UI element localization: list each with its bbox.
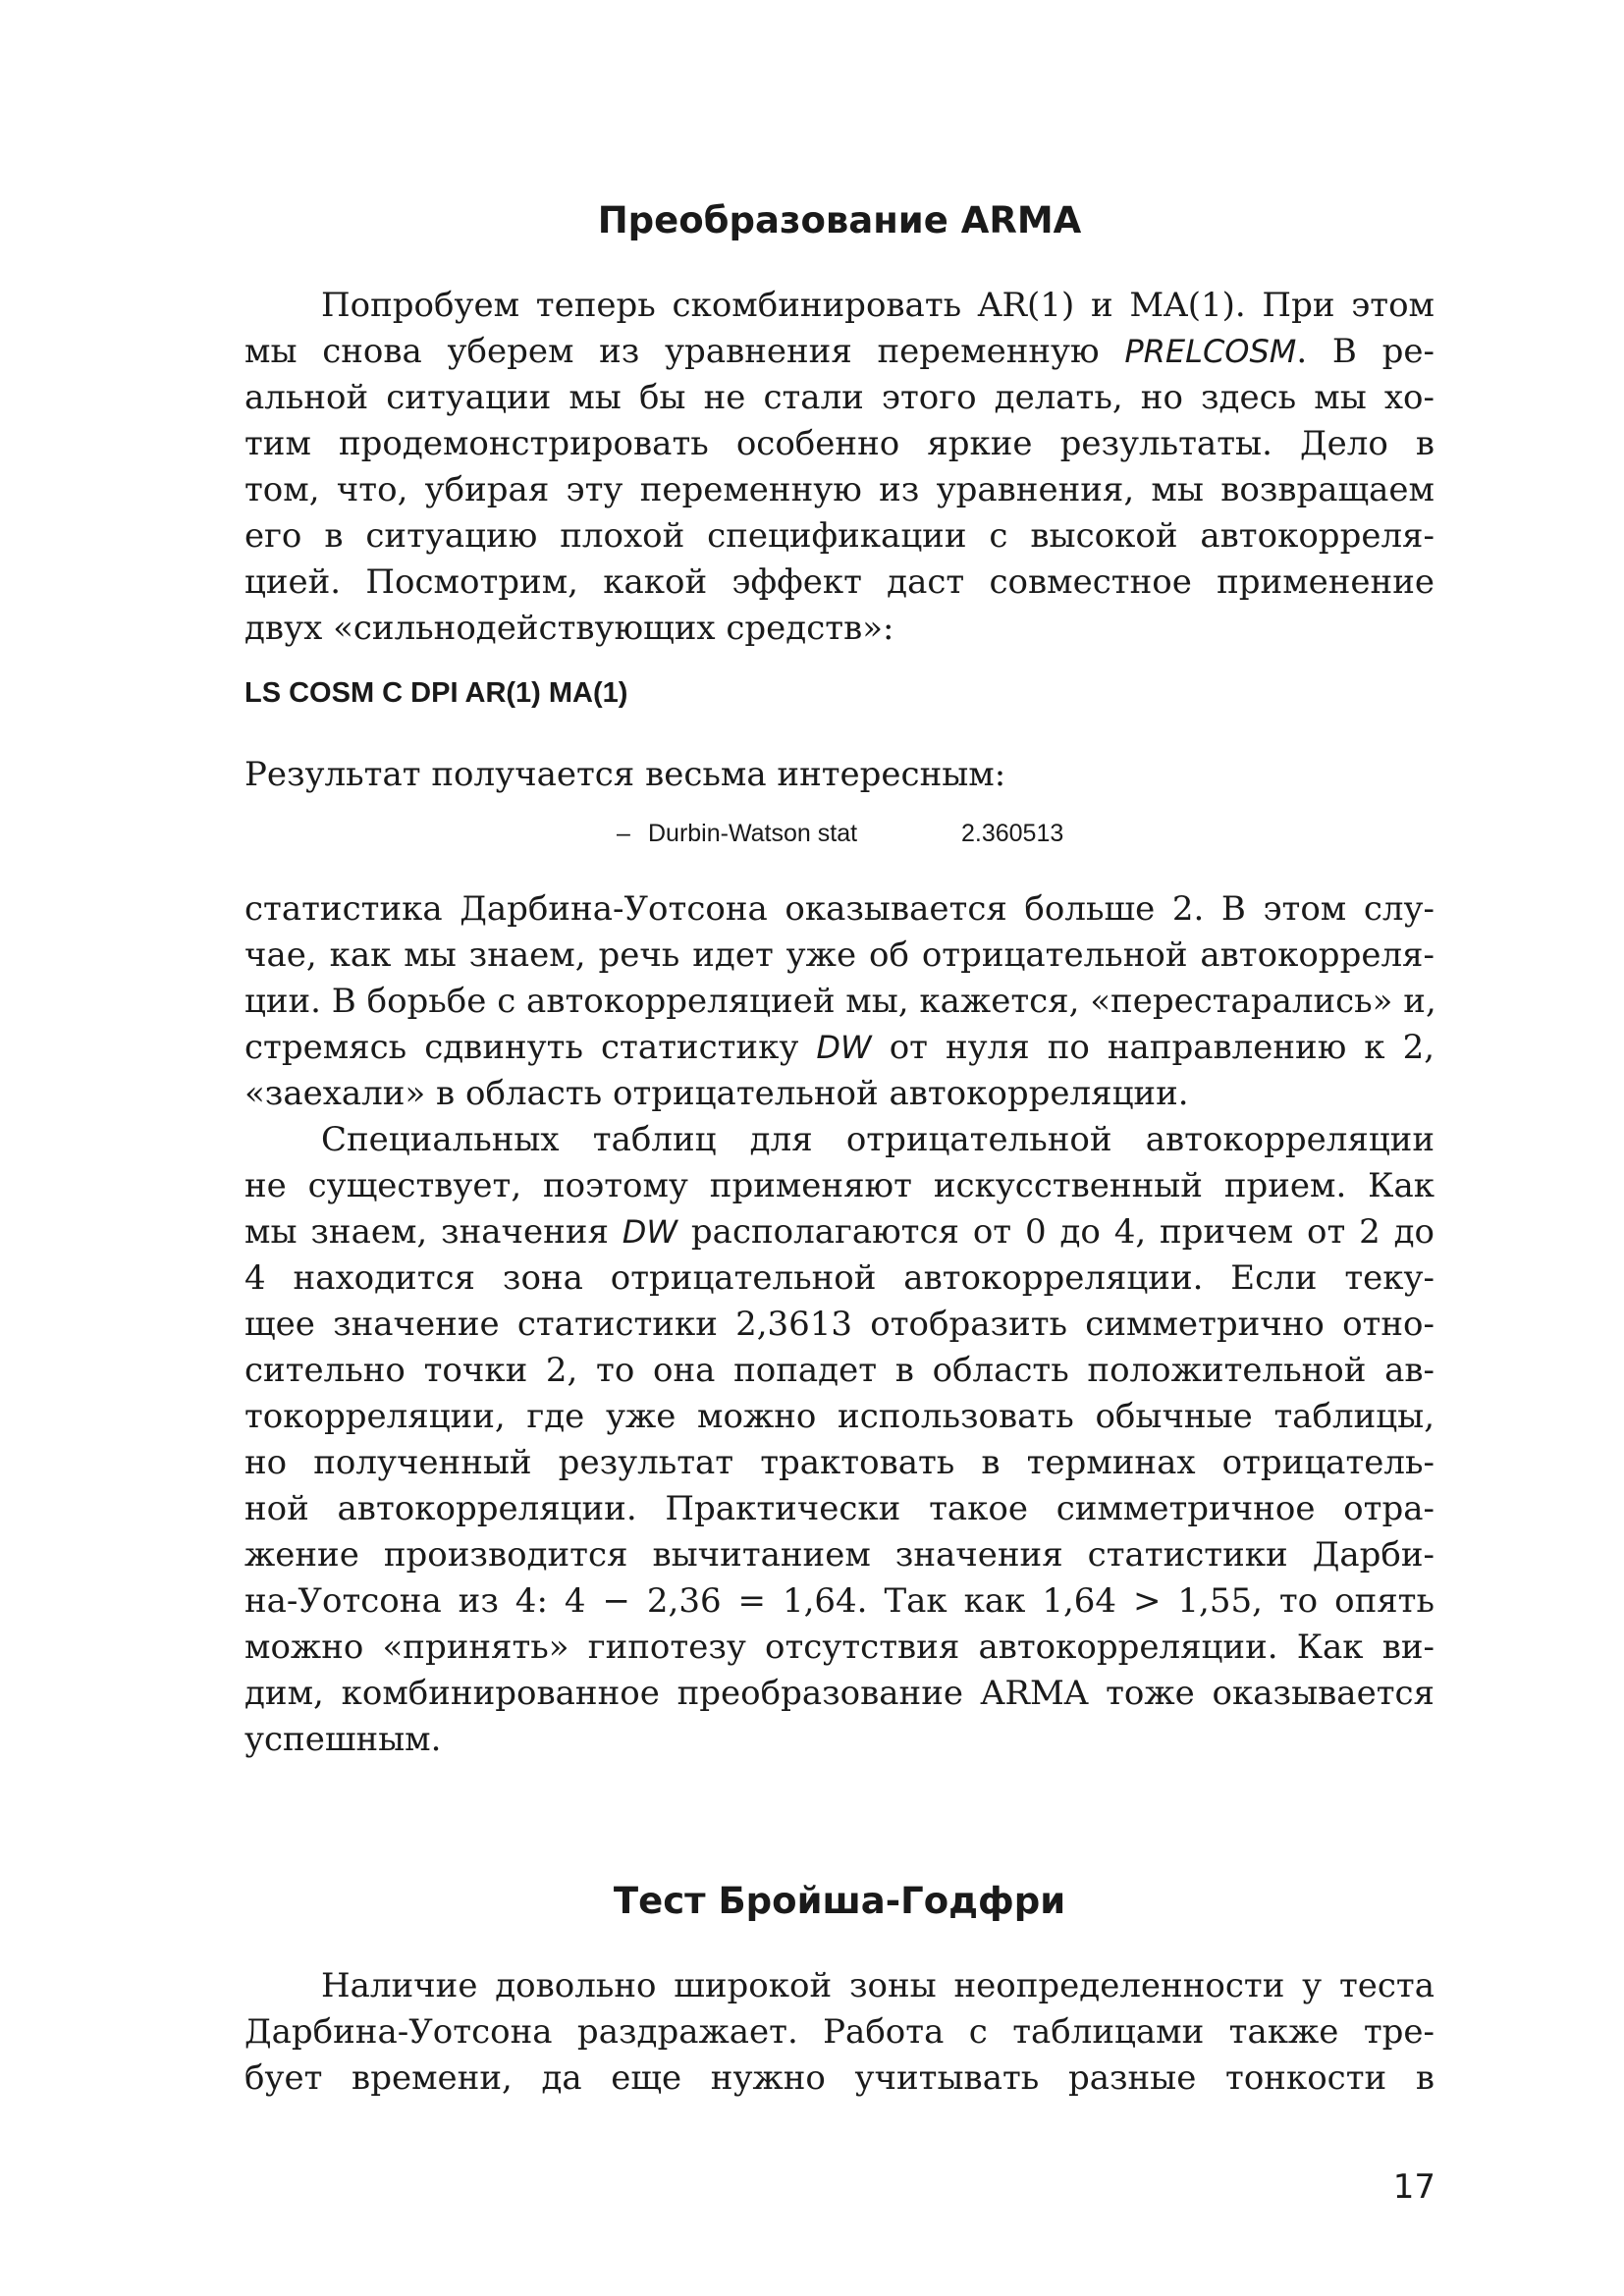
paragraph-negative-autocorrelation <box>244 1117 1435 1763</box>
text-line: но полученный результат трактовать в терминах отрицатель- <box>244 1443 1435 1482</box>
text-line: Попробуем теперь скомбинировать AR(1) и MA(1). При этом <box>321 286 1435 325</box>
command-line: LS COSM C DPI AR(1) MA(1) <box>244 677 628 709</box>
text-line: чае, как мы знаем, речь идет уже об отрицательной автокорреля- <box>244 935 1435 975</box>
text-line: сительно точки 2, то она попадет в область положительной ав- <box>244 1351 1435 1390</box>
text-line: «заехали» в область отрицательной автокорреляции. <box>244 1074 1189 1113</box>
text-line: Наличие довольно широкой зоны неопределенности у теста <box>321 1966 1435 2005</box>
paragraph-breusch-godfrey-intro <box>244 1963 1435 2102</box>
dw-dash: – <box>617 820 630 847</box>
section-title-breusch-godfrey: Тест Бройша-Годфри <box>613 1880 1066 1922</box>
text-line: можно «принять» гипотезу отсутствия автокорреляции. Как ви- <box>244 1628 1435 1667</box>
paragraph-dw-interpretation <box>244 886 1435 1117</box>
text-line: его в ситуацию плохой спецификации с высокой автокорреля- <box>244 516 1435 556</box>
paragraph-arma-intro <box>244 283 1435 652</box>
math-expression: 4 − 2,36 = 1,64. <box>564 1581 868 1621</box>
text-line: ной автокорреляции. Практически такое симметричное отра- <box>244 1489 1435 1528</box>
page-number: 17 <box>1392 2167 1435 2207</box>
dw-value: 2.360513 <box>961 820 1064 847</box>
text-line: токорреляции, где уже можно использовать обычные таблицы, <box>244 1397 1435 1436</box>
text-line: 4 находится зона отрицательной автокорреляции. Если теку- <box>244 1258 1435 1298</box>
text-line: цией. Посмотрим, какой эффект даст совместное применение <box>244 562 1435 602</box>
math-variable: PRELCOSM <box>1124 333 1297 370</box>
text-line: не существует, поэтому применяют искусственный прием. Как <box>244 1166 1435 1205</box>
dw-label: Durbin-Watson stat <box>648 820 858 847</box>
text-line: Результат получается весьма интересным: <box>244 755 1006 794</box>
text-line: тим продемонстрировать особенно яркие результаты. Дело в <box>244 424 1435 463</box>
result-intro <box>244 752 1435 798</box>
text-line: стремясь сдвинуть статистику DW от нуля по направлению к 2, <box>244 1028 1435 1067</box>
text-line: том, что, убирая эту переменную из уравнения, мы возвращаем <box>244 470 1435 509</box>
text-line: статистика Дарбина-Уотсона оказывается больше 2. В этом слу- <box>244 889 1435 929</box>
text-line: на-Уотсона из 4: 4 − 2,36 = 1,64. Так как 1,64 > 1,55, то опять <box>244 1581 1435 1621</box>
text-line: двух «сильнодействующих средств»: <box>244 609 894 648</box>
text-line: ции. В борьбе с автокорреляцией мы, кажется, «перестарались» и, <box>244 982 1436 1021</box>
math-variable: DW <box>622 1213 678 1251</box>
text-line: успешным. <box>244 1720 442 1759</box>
section-title-arma: Преобразование ARMA <box>597 199 1082 241</box>
text-line: дим, комбинированное преобразование ARMA тоже оказывается <box>244 1674 1435 1713</box>
math-variable: DW <box>816 1029 872 1066</box>
text-line: Дарбина-Уотсона раздражает. Работа с таблицами также тре- <box>244 2012 1435 2052</box>
text-line: мы знаем, значения DW располагаются от 0 до 4, причем от 2 до <box>244 1212 1435 1252</box>
text-line: щее значение статистики 2,3613 отобразить симметрично отно- <box>244 1305 1435 1344</box>
text-line: бует времени, да еще нужно учитывать разные тонкости в <box>244 2058 1435 2098</box>
text-line: мы снова уберем из уравнения переменную PRELCOSM. В ре- <box>244 332 1435 371</box>
text-line: альной ситуации мы бы не стали этого делать, но здесь мы хо- <box>244 378 1435 417</box>
text-line: Специальных таблиц для отрицательной автокорреляции <box>321 1120 1435 1159</box>
text-line: жение производится вычитанием значения статистики Дарби- <box>244 1535 1435 1575</box>
math-expression: 1,64 > 1,55, <box>1042 1581 1263 1621</box>
